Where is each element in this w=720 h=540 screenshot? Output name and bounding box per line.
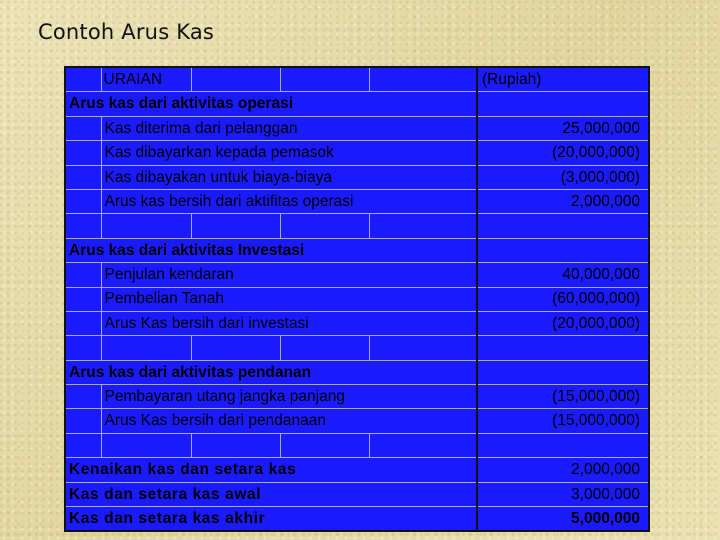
header-uraian: URAIAN xyxy=(101,67,191,92)
header-row xyxy=(65,67,649,92)
row-label: Kas diterima dari pelanggan xyxy=(101,116,477,140)
summary-row-akhir xyxy=(65,507,649,532)
table-row xyxy=(65,311,649,335)
table-row xyxy=(65,165,649,189)
row-amount: (15,000,000) xyxy=(477,385,649,409)
summary-amount: 3,000,000 xyxy=(477,482,649,506)
row-label: Arus Kas bersih dari pendanaan xyxy=(101,409,477,433)
row-amount: 2,000,000 xyxy=(477,189,649,213)
table-row xyxy=(65,287,649,311)
section-heading-investasi xyxy=(65,238,649,262)
table-row xyxy=(65,385,649,409)
table-row xyxy=(65,141,649,165)
table-row xyxy=(65,116,649,140)
row-label: Arus Kas bersih dari investasi xyxy=(101,311,477,335)
section-heading-label: Arus kas dari aktivitas Investasi xyxy=(65,238,477,262)
section-heading-label: Arus kas dari aktivitas operasi xyxy=(65,92,477,116)
row-amount: (15,000,000) xyxy=(477,409,649,433)
summary-amount: 2,000,000 xyxy=(477,458,649,482)
row-amount: 40,000,000 xyxy=(477,263,649,287)
row-amount: 25,000,000 xyxy=(477,116,649,140)
section-heading-label: Arus kas dari aktivitas pendanan xyxy=(65,360,477,384)
blank-row xyxy=(65,336,649,360)
summary-label: Kas dan setara kas akhir xyxy=(65,507,477,532)
section-heading-operasi xyxy=(65,92,649,116)
row-amount: (60,000,000) xyxy=(477,287,649,311)
table-row xyxy=(65,263,649,287)
row-label: Pembelian Tanah xyxy=(101,287,477,311)
blank-row xyxy=(65,214,649,238)
row-label: Pembayaran utang jangka panjang xyxy=(101,385,477,409)
summary-row-kenaikan xyxy=(65,458,649,482)
row-label: Penjulan kendaran xyxy=(101,263,477,287)
row-amount: (3,000,000) xyxy=(477,165,649,189)
slide-title: Contoh Arus Kas xyxy=(38,20,215,44)
summary-row-awal xyxy=(65,482,649,506)
table-row xyxy=(65,409,649,433)
table-row xyxy=(65,189,649,213)
row-amount: (20,000,000) xyxy=(477,141,649,165)
summary-label: Kas dan setara kas awal xyxy=(65,482,477,506)
section-heading-pendanaan xyxy=(65,360,649,384)
row-label: Arus kas bersih dari aktifitas operasi xyxy=(101,189,477,213)
blank-row xyxy=(65,433,649,457)
cash-flow-table xyxy=(64,66,650,532)
row-label: Kas dibayarkan kepada pemasok xyxy=(101,141,477,165)
row-label: Kas dibayakan untuk biaya-biaya xyxy=(101,165,477,189)
header-rupiah: (Rupiah) xyxy=(477,67,649,92)
summary-label: Kenaikan kas dan setara kas xyxy=(65,458,477,482)
summary-amount: 5,000,000 xyxy=(477,507,649,532)
row-amount: (20,000,000) xyxy=(477,311,649,335)
